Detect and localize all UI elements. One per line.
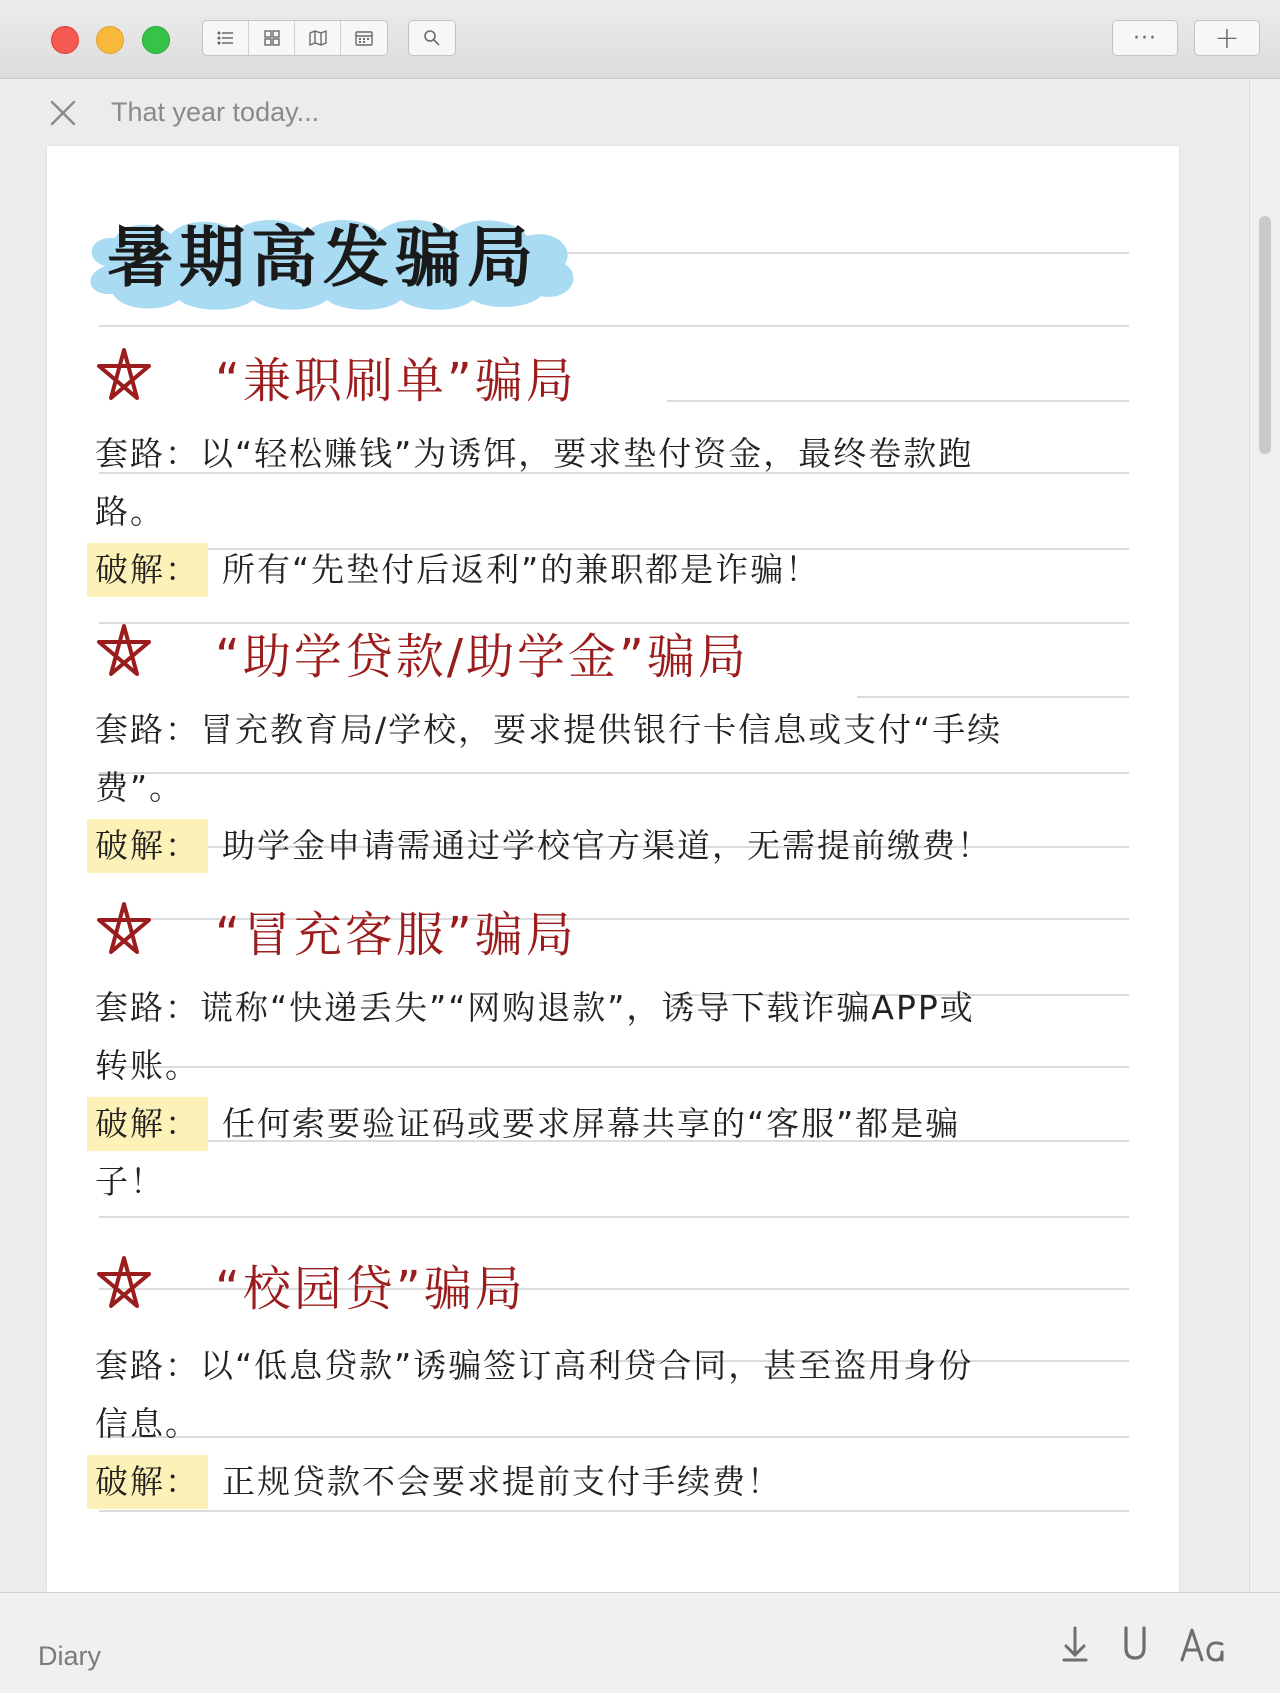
section-heading: “校园贷”骗局 xyxy=(215,1261,526,1317)
calendar-icon[interactable] xyxy=(341,21,387,55)
section-heading: “兼职刷单”骗局 xyxy=(215,353,577,409)
grid-icon[interactable] xyxy=(249,21,295,55)
page-title: 暑期高发骗局 xyxy=(107,219,539,296)
close-window-button[interactable] xyxy=(51,26,79,54)
solve-label: 破解： xyxy=(87,543,208,597)
more-group xyxy=(1112,20,1178,56)
view-switcher xyxy=(202,20,388,56)
minimize-window-button[interactable] xyxy=(96,26,124,54)
routine-line xyxy=(95,1336,1130,1396)
solve-line xyxy=(95,1094,1130,1154)
more-button[interactable]: ··· xyxy=(1133,25,1157,51)
search-group xyxy=(408,20,456,56)
add-button[interactable]: + xyxy=(1214,20,1240,56)
routine-label: 套路： xyxy=(95,1346,200,1385)
close-icon[interactable] xyxy=(48,98,78,128)
routine-label: 套路： xyxy=(95,988,200,1027)
routine-line-cont: 费”。 xyxy=(95,768,185,807)
star-icon xyxy=(93,620,155,682)
routine-text: 冒充教育局/学校，要求提供银行卡信息或支付“手续 xyxy=(200,710,1003,749)
list-icon[interactable] xyxy=(203,21,249,55)
solve-label: 破解： xyxy=(87,1455,208,1509)
aa-icon[interactable] xyxy=(1178,1624,1228,1664)
routine-line xyxy=(95,978,1130,1038)
routine-line xyxy=(95,700,1130,760)
routine-text: 以“轻松赚钱”为诱饵，要求垫付资金，最终卷款跑 xyxy=(200,434,974,473)
title-bar xyxy=(0,0,1280,79)
section-heading: “冒充客服”骗局 xyxy=(215,907,577,963)
add-group xyxy=(1194,20,1260,56)
routine-label: 套路： xyxy=(95,710,200,749)
routine-text: 以“低息贷款”诱骗签订高利贷合同，甚至盗用身份 xyxy=(200,1346,974,1385)
star-icon xyxy=(93,1252,155,1314)
u-icon[interactable] xyxy=(1118,1624,1152,1664)
routine-text: 谎称“快递丢失”“网购退款”，诱导下载诈骗APP或 xyxy=(200,988,975,1027)
solve-line-cont: 子！ xyxy=(95,1162,165,1201)
map-icon[interactable] xyxy=(295,21,341,55)
download-icon[interactable] xyxy=(1058,1624,1092,1664)
footer-journal-label[interactable]: Diary xyxy=(38,1641,102,1671)
entry-subtitle: That year today... xyxy=(111,97,320,127)
solve-line xyxy=(95,1452,1130,1512)
solve-text: 任何索要验证码或要求屏幕共享的“客服”都是骗 xyxy=(222,1104,961,1143)
solve-line xyxy=(95,540,1130,600)
solve-text: 所有“先垫付后返利”的兼职都是诈骗！ xyxy=(222,550,821,589)
routine-line-cont: 信息。 xyxy=(95,1404,200,1443)
solve-label: 破解： xyxy=(87,819,208,873)
routine-line xyxy=(95,424,1130,484)
zoom-window-button[interactable] xyxy=(142,26,170,54)
footer-tools xyxy=(1058,1624,1228,1664)
section-heading: “助学贷款/助学金”骗局 xyxy=(215,629,749,685)
solve-text: 正规贷款不会要求提前支付手续费！ xyxy=(222,1462,782,1501)
solve-label: 破解： xyxy=(87,1097,208,1151)
solve-text: 助学金申请需通过学校官方渠道，无需提前缴费！ xyxy=(222,826,992,865)
star-icon xyxy=(93,344,155,406)
solve-line xyxy=(95,816,1130,876)
search-icon[interactable] xyxy=(409,21,455,55)
routine-line-cont: 转账。 xyxy=(95,1046,200,1085)
routine-label: 套路： xyxy=(95,434,200,473)
scrollbar-thumb[interactable] xyxy=(1259,216,1271,454)
note-page xyxy=(47,146,1179,1592)
routine-line-cont: 路。 xyxy=(95,492,165,531)
star-icon xyxy=(93,898,155,960)
